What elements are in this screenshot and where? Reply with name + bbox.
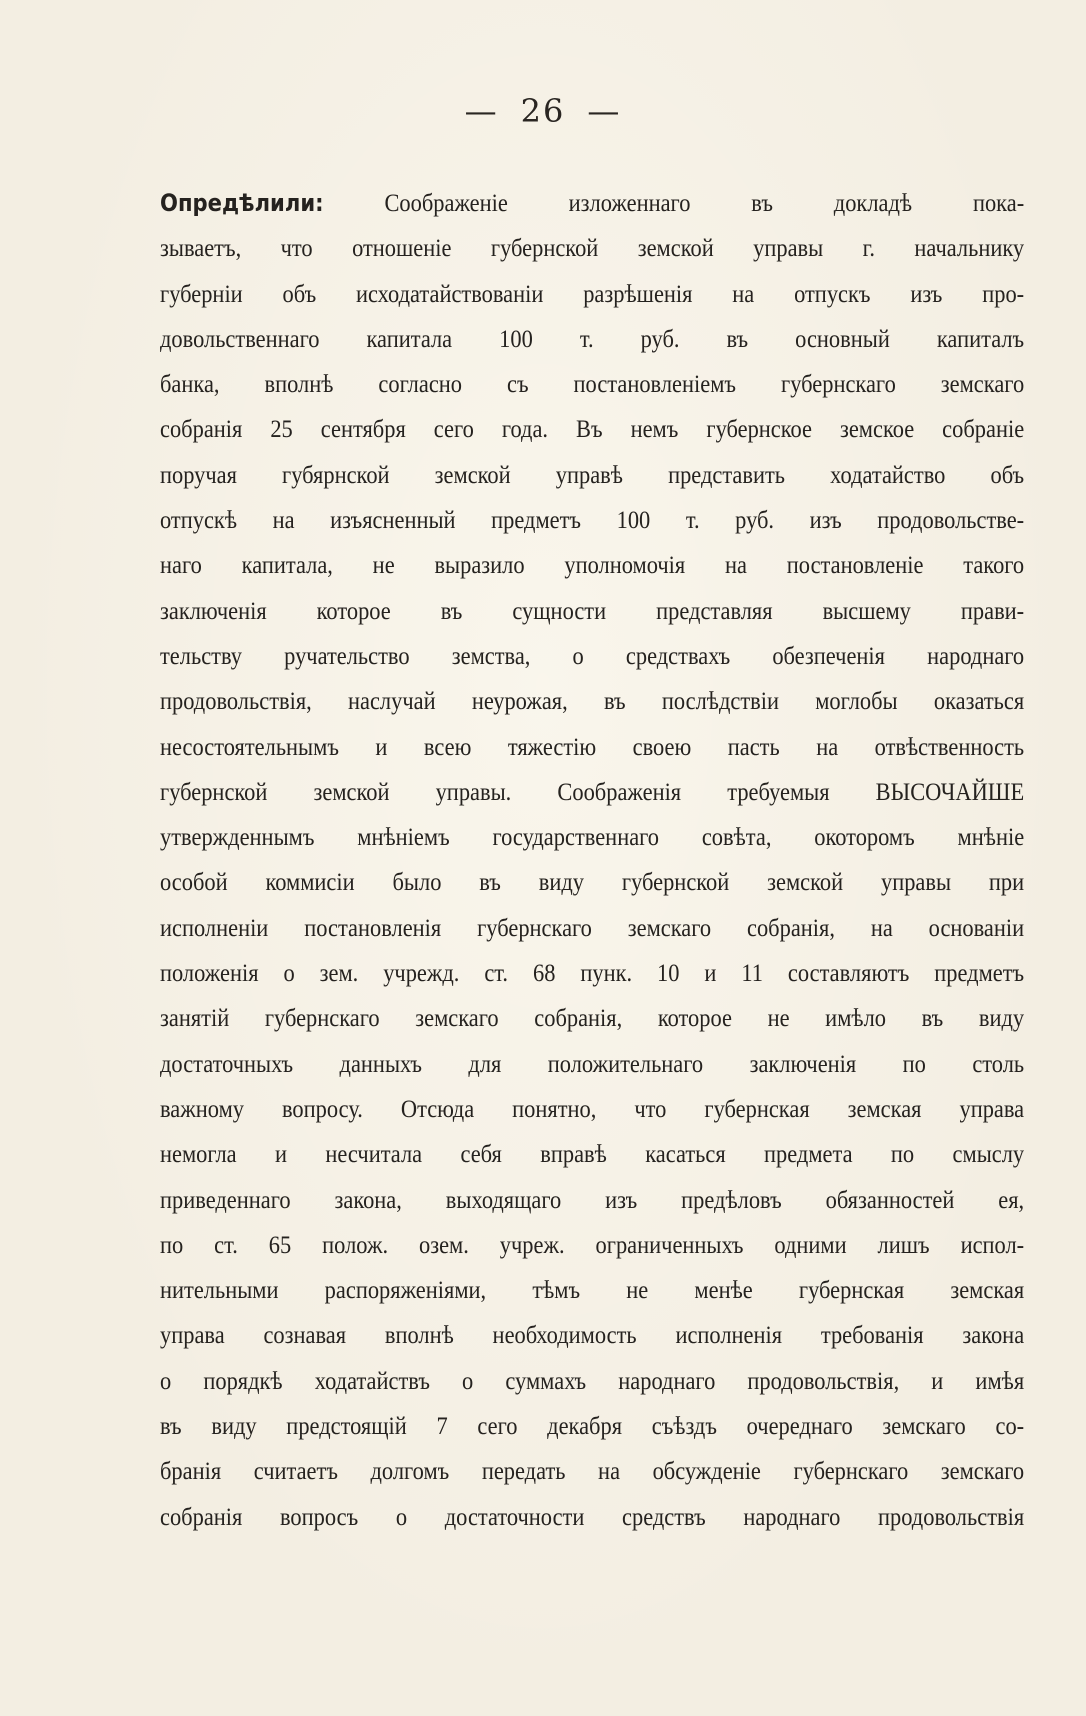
page-number-dash-right: — [587,92,622,130]
page-number: 26 [520,92,566,130]
text-line: немогла и несчитала себя вправѣ касаться предмета по смыслу [160,1139,1025,1169]
text-line: заключенія которое въ сущности представляя высшему прави- [160,595,1025,625]
text-line: бранія считаетъ долгомъ передать на обсужденіе губернскаго земскаго [160,1456,1025,1486]
text-line: продовольствія, наслучай неурожая, въ послѣдствіи моглобы оказаться [160,686,1025,716]
text-line: поручая губярнской земской управѣ представить ходатайство объ [160,459,1025,489]
body-text [160,180,1024,1539]
text-line: приведеннаго закона, выходящаго изъ предѣловъ обязанностей ея, [160,1184,1025,1214]
text-line: особой коммисіи было въ виду губернской земской управы при [160,867,1025,897]
text-line: занятій губернскаго земскаго собранія, которое не имѣло въ виду [160,1003,1025,1033]
text-line: достаточныхъ данныхъ для положительнаго заключенія по столь [160,1048,1025,1078]
page-number-dash-left: — [464,92,499,130]
lead-label: Опредѣлили: [160,189,324,217]
page-number-header [0,92,1086,130]
text-line-content: Соображеніе изложеннаго въ докладѣ пока- [384,188,1025,217]
text-line: утвержденнымъ мнѣніемъ государственнаго совѣта, окоторомъ мнѣніе [160,822,1025,852]
text-line: зываетъ, что отношеніе губернской земской управы г. начальнику [160,233,1025,263]
text-line: управа сознавая вполнѣ необходимость исполненія требованія закона [160,1320,1025,1350]
text-line: исполненіи постановленія губернскаго земскаго собранія, на основаніи [160,912,1025,942]
text-line [160,180,1024,225]
text-line: наго капитала, не выразило уполномочія на постановленіе такого [160,550,1025,580]
text-line: тельству ручательство земства, о средствахъ обезпеченія народнаго [160,640,1025,670]
text-line: довольственнаго капитала 100 т. руб. въ основный капиталъ [160,323,1025,353]
text-line: несостоятельнымъ и всею тяжестію своею пасть на отвѣственность [160,731,1025,761]
text-line: собранія 25 сентября сего года. Въ немъ губернское земское собраніе [160,414,1025,444]
text-line: губерніи объ исходатайствованіи разрѣшенія на отпускъ изъ про- [160,278,1025,308]
text-line: о порядкѣ ходатайствъ о суммахъ народнаго продовольствія, и имѣя [160,1365,1025,1395]
text-line: важному вопросу. Отсюда понятно, что губернская земская управа [160,1093,1025,1123]
text-line: банка, вполнѣ согласно съ постановленіемъ губернскаго земскаго [160,369,1025,399]
text-line: отпускѣ на изъясненный предметъ 100 т. руб. изъ продовольстве- [160,505,1025,535]
text-line: собранія вопросъ о достаточности средствъ народнаго продовольствія [160,1501,1025,1531]
text-line: по ст. 65 полож. озем. учреж. ограниченныхъ одними лишъ испол- [160,1229,1025,1259]
text-line: положенія о зем. учрежд. ст. 68 пунк. 10 и 11 составляютъ предметъ [160,958,1025,988]
text-line: нительными распоряженіями, тѣмъ не менѣе губернская земская [160,1275,1025,1305]
text-line: въ виду предстоящій 7 сего декабря съѣздъ очереднаго земскаго со- [160,1411,1025,1441]
text-line: губернской земской управы. Соображенія требуемыя ВЫСОЧАЙШЕ [160,776,1025,806]
